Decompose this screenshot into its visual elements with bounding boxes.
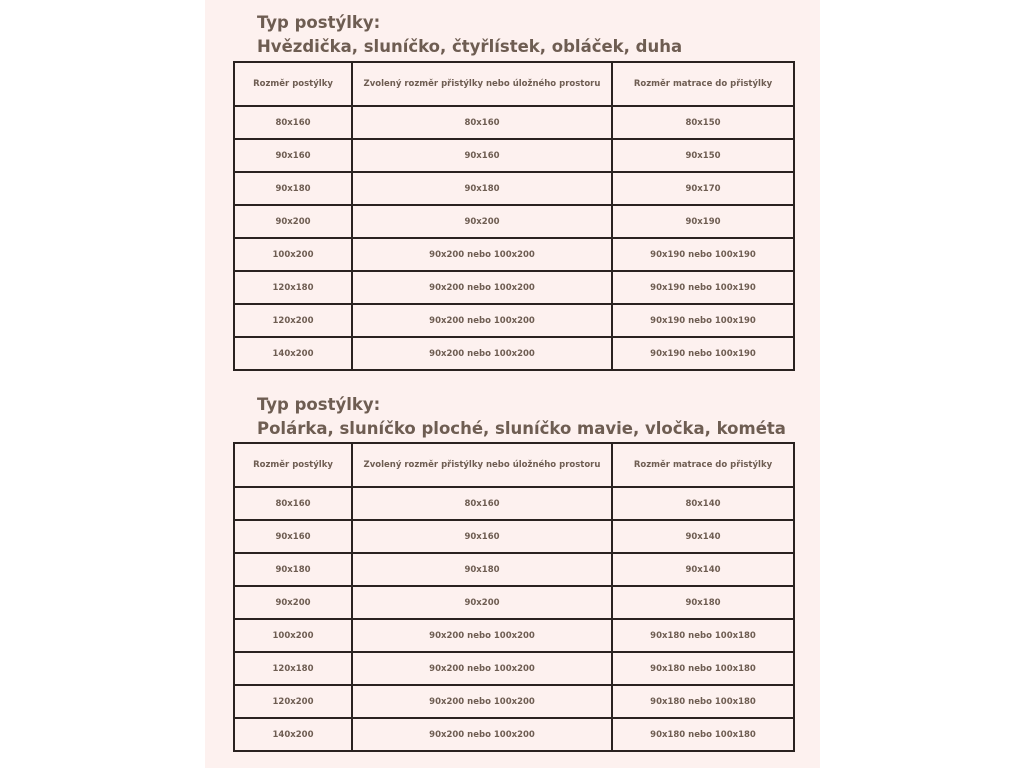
table-cell: 90x140 bbox=[612, 553, 794, 586]
table-row bbox=[234, 685, 794, 718]
table-cell: 90x180 nebo 100x180 bbox=[612, 685, 794, 718]
table-cell: 80x140 bbox=[612, 487, 794, 520]
table-cell: 90x170 bbox=[612, 172, 794, 205]
table-cell: 90x190 nebo 100x190 bbox=[612, 238, 794, 271]
column-header: Rozměr postýlky bbox=[234, 443, 352, 487]
table-cell: 90x200 bbox=[352, 586, 612, 619]
table-cell: 90x200 nebo 100x200 bbox=[352, 685, 612, 718]
table-cell: 80x160 bbox=[352, 487, 612, 520]
table-row bbox=[234, 586, 794, 619]
table-row bbox=[234, 553, 794, 586]
section-title-line2: Polárka, sluníčko ploché, sluníčko mavie, vločka, kométa bbox=[257, 419, 786, 438]
table-cell: 90x180 bbox=[234, 553, 352, 586]
table-row bbox=[234, 271, 794, 304]
table-cell: 80x160 bbox=[234, 487, 352, 520]
table-row bbox=[234, 718, 794, 751]
table-cell: 90x200 bbox=[352, 205, 612, 238]
table-cell: 90x200 bbox=[234, 586, 352, 619]
table-cell: 90x200 nebo 100x200 bbox=[352, 271, 612, 304]
table-row bbox=[234, 487, 794, 520]
table-row bbox=[234, 205, 794, 238]
column-header: Zvolený rozměr přistýlky nebo úložného prostoru bbox=[352, 443, 612, 487]
table-cell: 120x200 bbox=[234, 304, 352, 337]
table-cell: 140x200 bbox=[234, 337, 352, 370]
table-header-row bbox=[234, 62, 794, 106]
section-title-2 bbox=[257, 393, 786, 441]
table-row bbox=[234, 172, 794, 205]
table-cell: 90x200 nebo 100x200 bbox=[352, 337, 612, 370]
table-cell: 90x180 bbox=[352, 553, 612, 586]
table-row bbox=[234, 139, 794, 172]
table-cell: 90x160 bbox=[234, 139, 352, 172]
table-cell: 90x190 nebo 100x190 bbox=[612, 304, 794, 337]
table-cell: 120x200 bbox=[234, 685, 352, 718]
table-cell: 100x200 bbox=[234, 619, 352, 652]
table-cell: 120x180 bbox=[234, 652, 352, 685]
table-cell: 90x160 bbox=[352, 520, 612, 553]
table-cell: 80x160 bbox=[234, 106, 352, 139]
section-title-1 bbox=[257, 11, 682, 59]
table-row bbox=[234, 106, 794, 139]
table-cell: 90x200 nebo 100x200 bbox=[352, 619, 612, 652]
column-header: Zvolený rozměr přistýlky nebo úložného prostoru bbox=[352, 62, 612, 106]
size-table-2 bbox=[233, 442, 795, 752]
table-row bbox=[234, 652, 794, 685]
table-cell: 90x150 bbox=[612, 139, 794, 172]
table-row bbox=[234, 304, 794, 337]
section-title-line1: Typ postýlky: bbox=[257, 395, 381, 414]
table-cell: 90x180 nebo 100x180 bbox=[612, 652, 794, 685]
section-title-line1: Typ postýlky: bbox=[257, 13, 381, 32]
column-header: Rozměr matrace do přistýlky bbox=[612, 443, 794, 487]
table-cell: 90x200 nebo 100x200 bbox=[352, 652, 612, 685]
table-cell: 90x160 bbox=[234, 520, 352, 553]
section-title-line2: Hvězdička, sluníčko, čtyřlístek, obláček, duha bbox=[257, 37, 683, 56]
table-cell: 90x200 nebo 100x200 bbox=[352, 304, 612, 337]
table-row bbox=[234, 238, 794, 271]
table-header-row bbox=[234, 443, 794, 487]
table-cell: 90x180 bbox=[612, 586, 794, 619]
table-cell: 90x190 nebo 100x190 bbox=[612, 271, 794, 304]
table-cell: 90x180 bbox=[234, 172, 352, 205]
table-cell: 100x200 bbox=[234, 238, 352, 271]
table-cell: 80x150 bbox=[612, 106, 794, 139]
table-cell: 90x160 bbox=[352, 139, 612, 172]
table-row bbox=[234, 619, 794, 652]
table-cell: 90x190 nebo 100x190 bbox=[612, 337, 794, 370]
table-cell: 90x200 nebo 100x200 bbox=[352, 718, 612, 751]
size-table-1 bbox=[233, 61, 795, 371]
table-cell: 90x180 nebo 100x180 bbox=[612, 619, 794, 652]
column-header: Rozměr matrace do přistýlky bbox=[612, 62, 794, 106]
table-cell: 90x200 bbox=[234, 205, 352, 238]
table-cell: 90x200 nebo 100x200 bbox=[352, 238, 612, 271]
table-cell: 90x180 bbox=[352, 172, 612, 205]
table-row bbox=[234, 337, 794, 370]
table-cell: 140x200 bbox=[234, 718, 352, 751]
table-row bbox=[234, 520, 794, 553]
table-cell: 80x160 bbox=[352, 106, 612, 139]
table-cell: 90x190 bbox=[612, 205, 794, 238]
table-cell: 90x180 nebo 100x180 bbox=[612, 718, 794, 751]
column-header: Rozměr postýlky bbox=[234, 62, 352, 106]
table-cell: 120x180 bbox=[234, 271, 352, 304]
table-cell: 90x140 bbox=[612, 520, 794, 553]
